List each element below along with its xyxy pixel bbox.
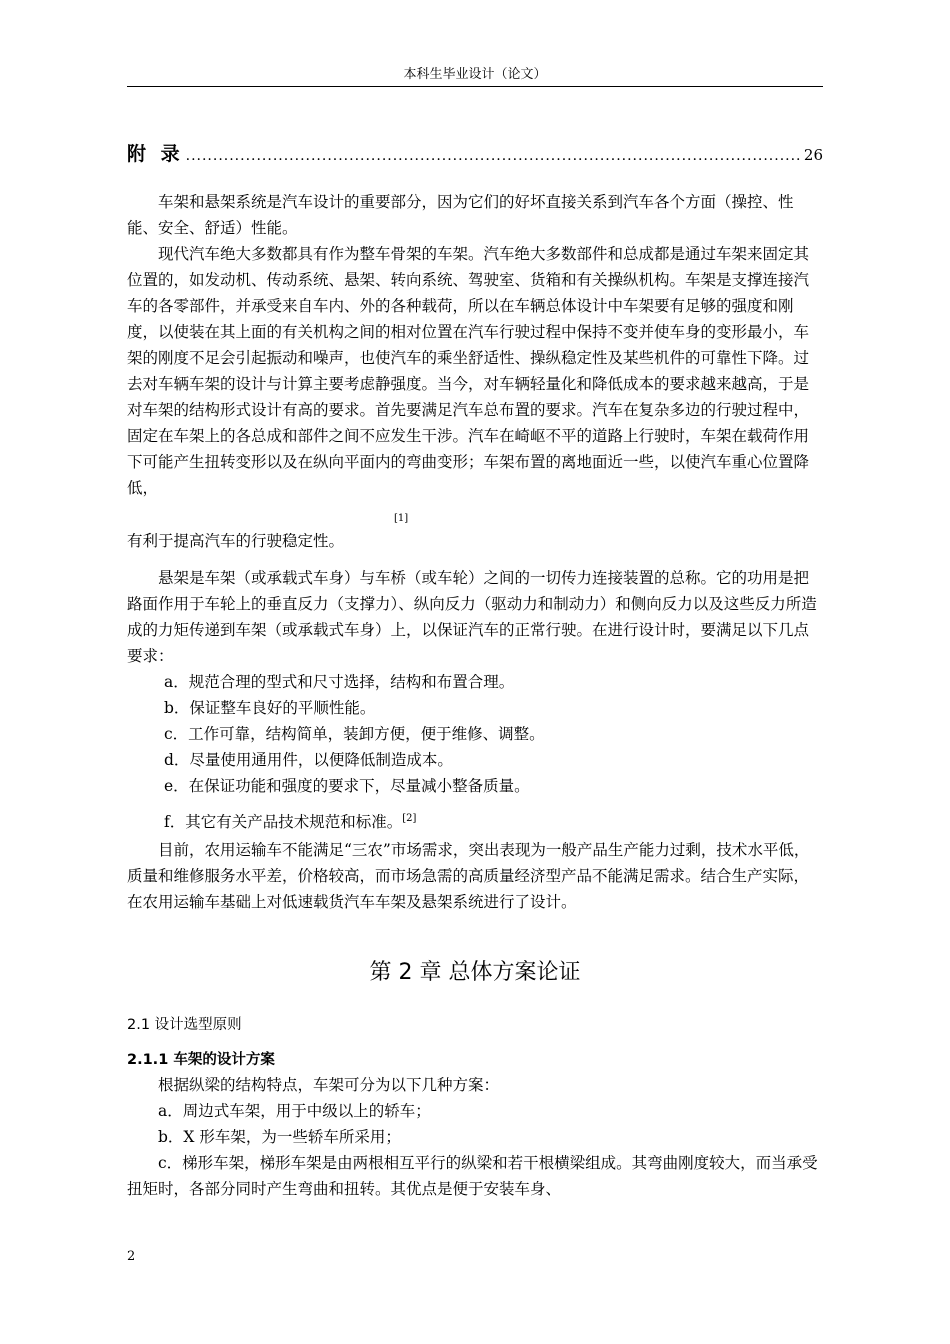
requirement-item: b．保证整车良好的平顺性能。 [164, 699, 376, 717]
toc-entry-appendix [127, 139, 823, 165]
intro-paragraph-2: 现代汽车绝大多数都具有作为整车骨架的车架。汽车绝大多数部件和总成都是通过车架来固定其位置的，如发动机、传动系统、悬架、转向系统、驾驶室、货箱和有关操纵机构。车架是支撑连接汽车的各零部件，并承受来自车内、外的各种载荷，所以在车辆总体设计中车架要有足够的强度和刚度，以使装在其上面的有关机构之间的相对位置在汽车行驶过程中保持不变并使车身的变形最小，车架的刚度不足会引起振动和噪声，也使汽车的乘坐舒适性、操纵稳定性及某些机件的可靠性下降。过去对车辆车架的设计与计算主要考虑静强度。当今，对车辆轻量化和降低成本的要求越来越高，于是对车架的结构形式设计有高的要求。首先要满足汽车总布置的要求。汽车在复杂多边的行驶过程中，固定在车架上的各总成和部件之间不应发生干涉。汽车在崎岖不平的道路上行驶时，车架在载荷作用下可能产生扭转变形以及在纵向平面内的弯曲变形；车架布置的离地面近一些，以使汽车重心位置降低， [127, 245, 810, 497]
requirement-item: a．规范合理的型式和尺寸选择，结构和布置合理。 [164, 673, 515, 691]
intro-paragraph-1: 车架和悬架系统是汽车设计的重要部分，因为它们的好坏直接关系到汽车各个方面（操控、性能、安全、舒适）性能。 [127, 193, 794, 237]
section-heading-2-1-1: 2.1.1 车架的设计方案 [127, 1052, 275, 1068]
requirement-item-last [127, 806, 823, 835]
toc-leader-dots [186, 148, 802, 164]
toc-entry-title: 附 录 [127, 143, 184, 165]
header-rule [127, 86, 823, 87]
citation-1: [1] [394, 513, 409, 524]
chapter-title: 第 2 章 总体方案论证 [369, 960, 581, 985]
intro-paragraph-4: 目前，农用运输车不能满足“三农”市场需求，突出表现为一般产品生产能力过剩，技术水平低，质量和维修服务水平差，价格较高，而市场急需的高质量经济型产品不能满足需求。结合生产实际，在农用运输车基础上对低速载货汽车车架及悬架系统进行了设计。 [127, 841, 810, 911]
intro-paragraph-2-end: 有利于提高汽车的行驶稳定性。 [127, 532, 345, 550]
frame-option: a．周边式车架，用于中级以上的轿车； [158, 1102, 431, 1120]
requirement-item-text: f．其它有关产品技术规范和标准。 [164, 813, 403, 832]
frame-option: b．X 形车架，为一些轿车所采用； [158, 1128, 401, 1146]
requirements-list [127, 669, 823, 835]
frame-option: c．梯形车架，梯形车架是由两根相互平行的纵梁和若干根横梁组成。其弯曲刚度较大，而当承受扭矩时，各部分同时产生弯曲和扭转。其优点是便于安装车身、 [127, 1154, 818, 1198]
page-number: 2 [127, 1249, 136, 1264]
section-heading-2-1: 2.1 设计选型原则 [127, 1017, 242, 1033]
frame-options-lead: 根据纵梁的结构特点，车架可分为以下几种方案： [158, 1076, 500, 1094]
requirement-item: d．尽量使用通用件，以便降低制造成本。 [164, 751, 453, 769]
requirement-item: c．工作可靠，结构简单，装卸方便，便于维修、调整。 [164, 725, 545, 743]
intro-paragraph-3: 悬架是车架（或承载式车身）与车桥（或车轮）之间的一切传力连接装置的总称。它的功用是把路面作用于车轮上的垂直反力（支撑力）、纵向反力（驱动力和制动力）和侧向反力以及这些反力所造成的力矩传递到车架（或承载式车身）上，以保证汽车的正常行驶。在进行设计时，要满足以下几点要求： [127, 569, 817, 665]
page-header: 本科生毕业设计（论文） [403, 67, 547, 82]
requirement-item: e．在保证功能和强度的要求下，尽量减小整备质量。 [164, 777, 530, 795]
citation-2: [2] [402, 813, 417, 824]
toc-entry-page: 26 [803, 146, 823, 164]
